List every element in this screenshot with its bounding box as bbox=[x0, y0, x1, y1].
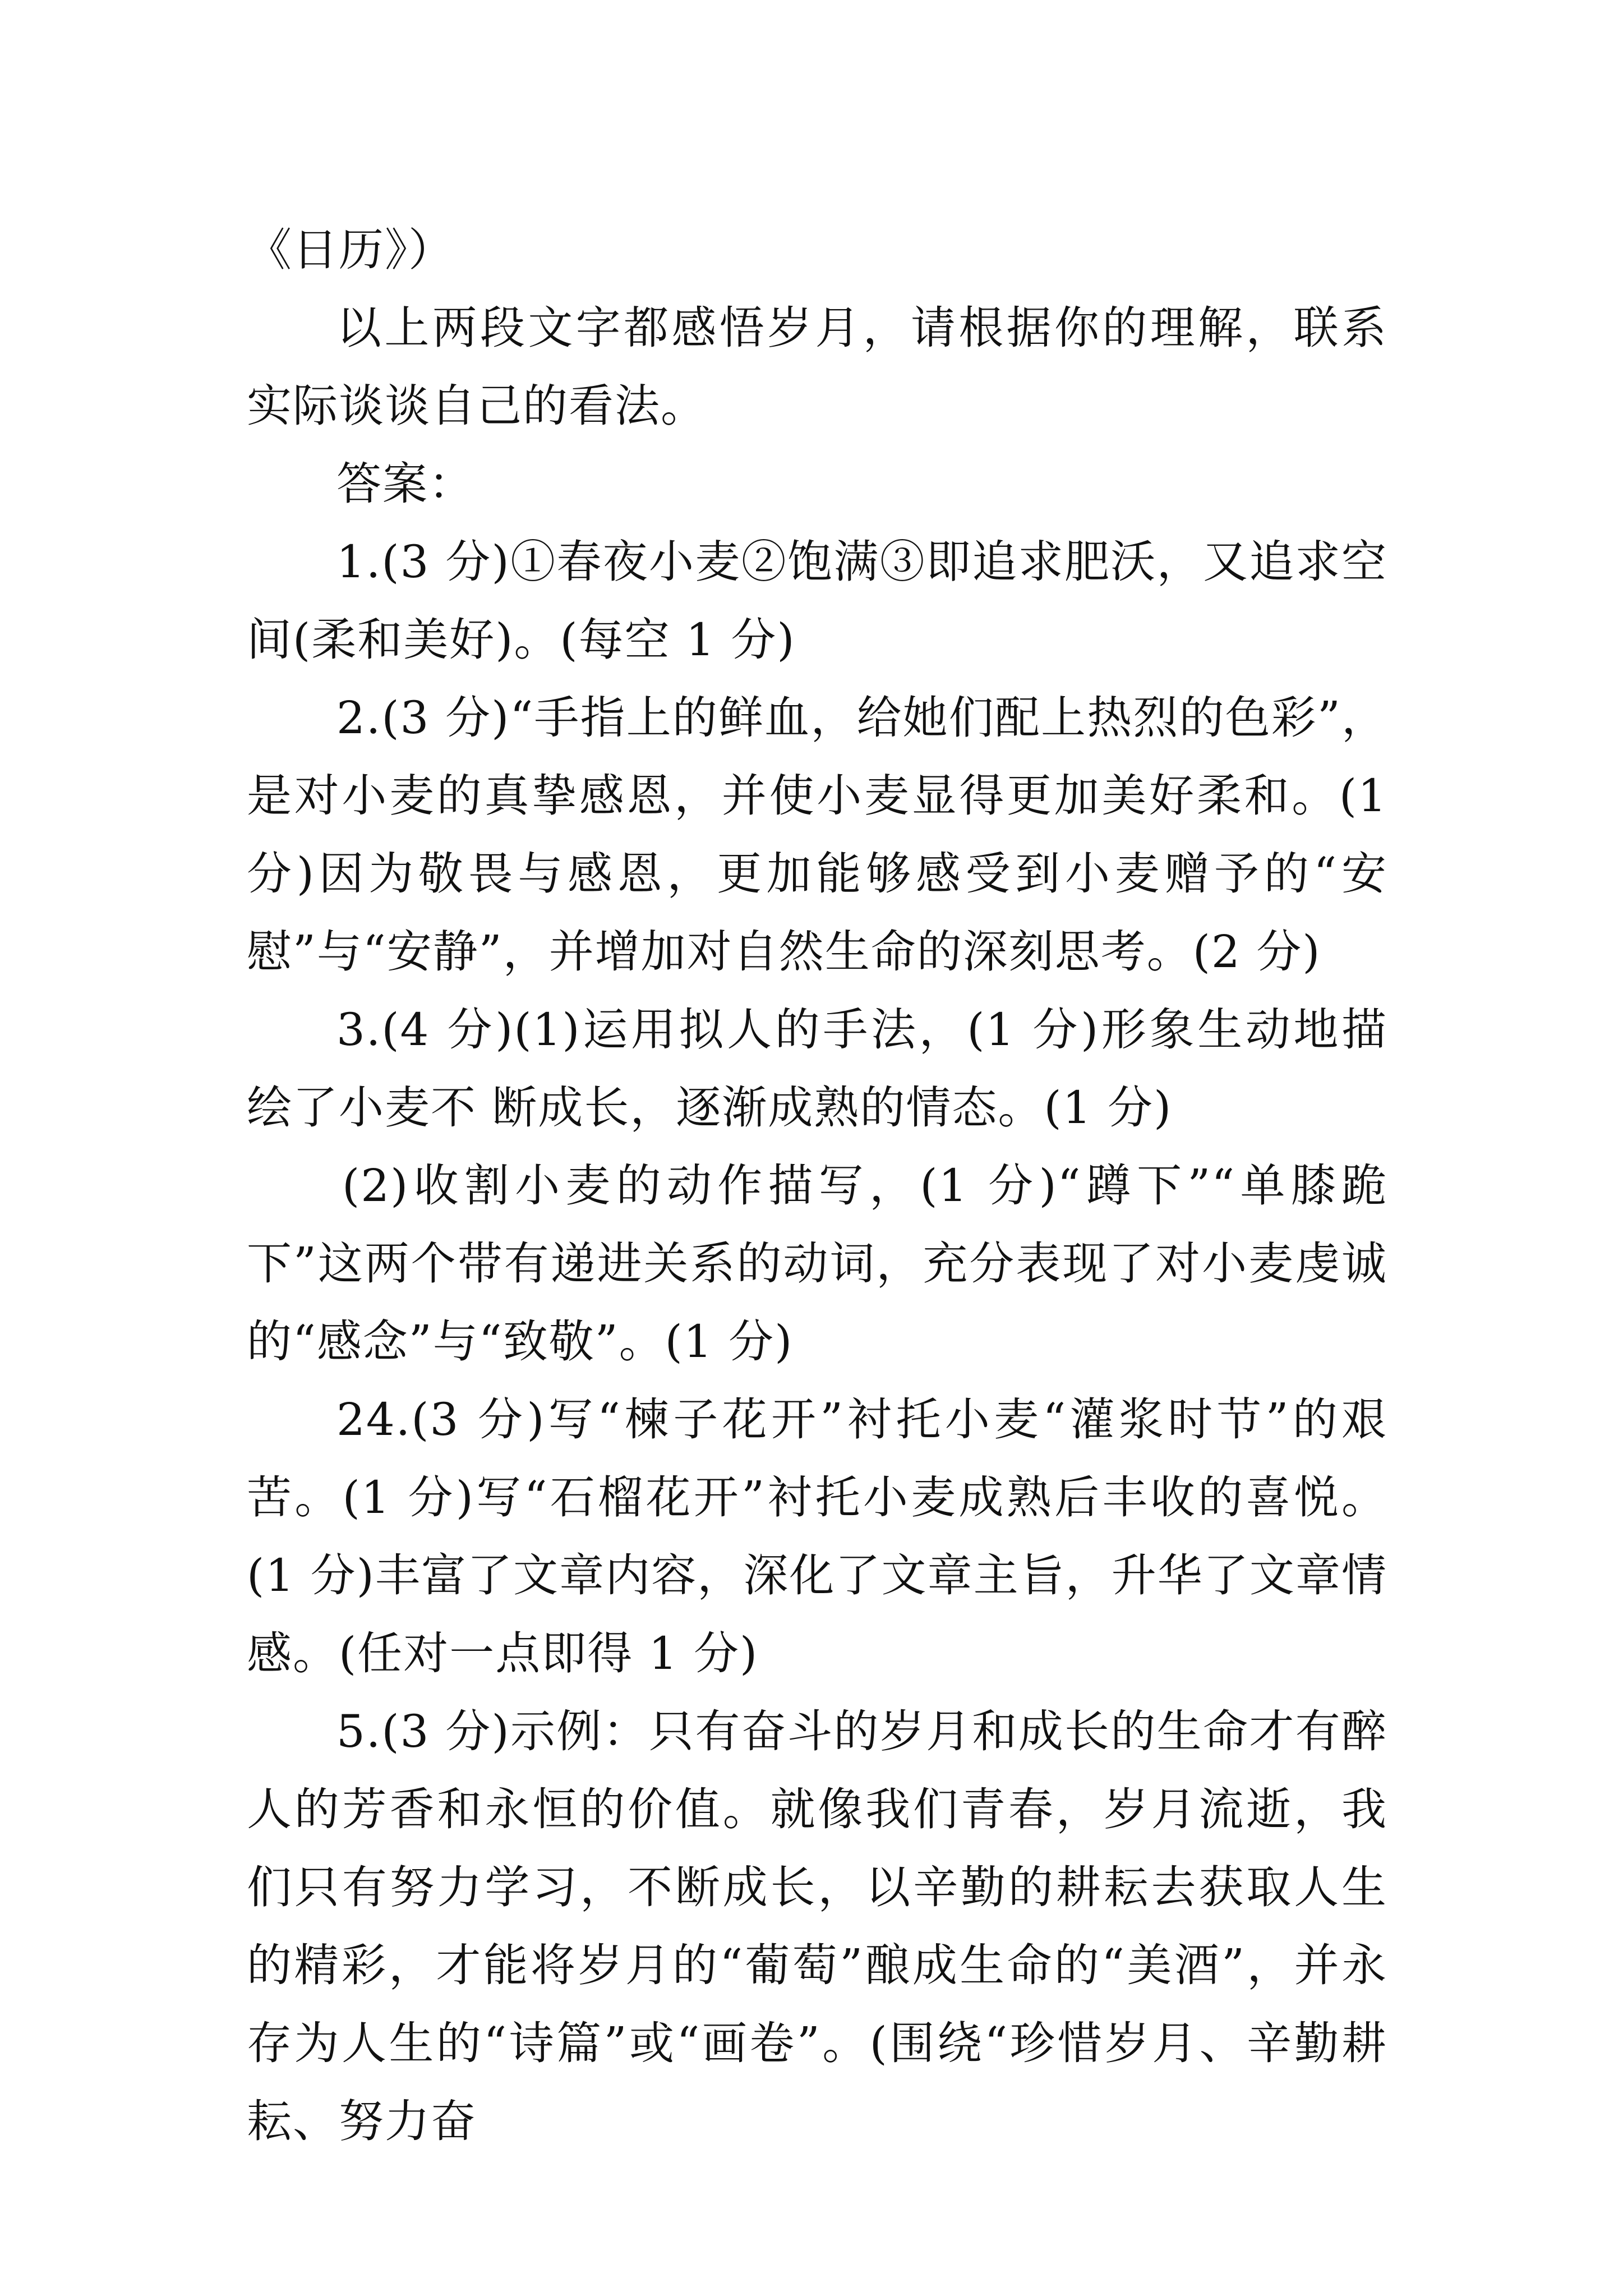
paragraph-answer-3-part-1: 3.(4 分)(1)运用拟人的手法，(1 分)形象生动地描绘了小麦不 断成长，逐渐成熟的情态。(1 分) bbox=[247, 1004, 1387, 1134]
paragraph-answer-5: 5.(3 分)示例：只有奋斗的岁月和成长的生命才有醉人的芳香和永恒的价值。就像我们青春，岁月流逝，我们只有努力学习，不断成长，以辛勤的耕耘去获取人生的精彩，才能将岁月的“葡萄”酿成生命的“美酒”，并永存为人生的“诗篇”或“画卷”。(围绕“珍惜岁月、辛勤耕耘、努力奋 bbox=[247, 1705, 1387, 2147]
paragraph-answer-heading: 答案： bbox=[336, 458, 474, 510]
paragraph-source-title: 《日历》） bbox=[247, 224, 454, 276]
paragraph-answer-1: 1.(3 分)①春夜小麦②饱满③即追求肥沃，又追求空间(柔和美好)。(每空 1 分) bbox=[247, 536, 1387, 666]
paragraph-answer-2: 2.(3 分)“手指上的鲜血，给她们配上热烈的色彩”，是对小麦的真挚感恩，并使小麦显得更加美好柔和。(1 分)因为敬畏与感恩，更加能够感受到小麦赠予的“安慰”与“安静”，并增加对自然生命的深刻思考。(2 分) bbox=[247, 692, 1387, 978]
paragraph-question-prompt: 以上两段文字都感悟岁月，请根据你的理解，联系实际谈谈自己的看法。 bbox=[247, 302, 1387, 432]
paragraph-answer-4: 24.(3 分)写“楝子花开”衬托小麦“灌浆时节”的艰苦。(1 分)写“石榴花开”衬托小麦成熟后丰收的喜悦。(1 分)丰富了文章内容，深化了文章主旨，升华了文章情感。(任对一点即得 1 分) bbox=[247, 1393, 1387, 1680]
document-body bbox=[247, 211, 1387, 2160]
paragraph-answer-3-part-2: (2)收割小麦的动作描写，(1 分)“蹲下”“单膝跪下”这两个带有递进关系的动词，充分表现了对小麦虔诚的“感念”与“致敬”。(1 分) bbox=[247, 1159, 1387, 1368]
